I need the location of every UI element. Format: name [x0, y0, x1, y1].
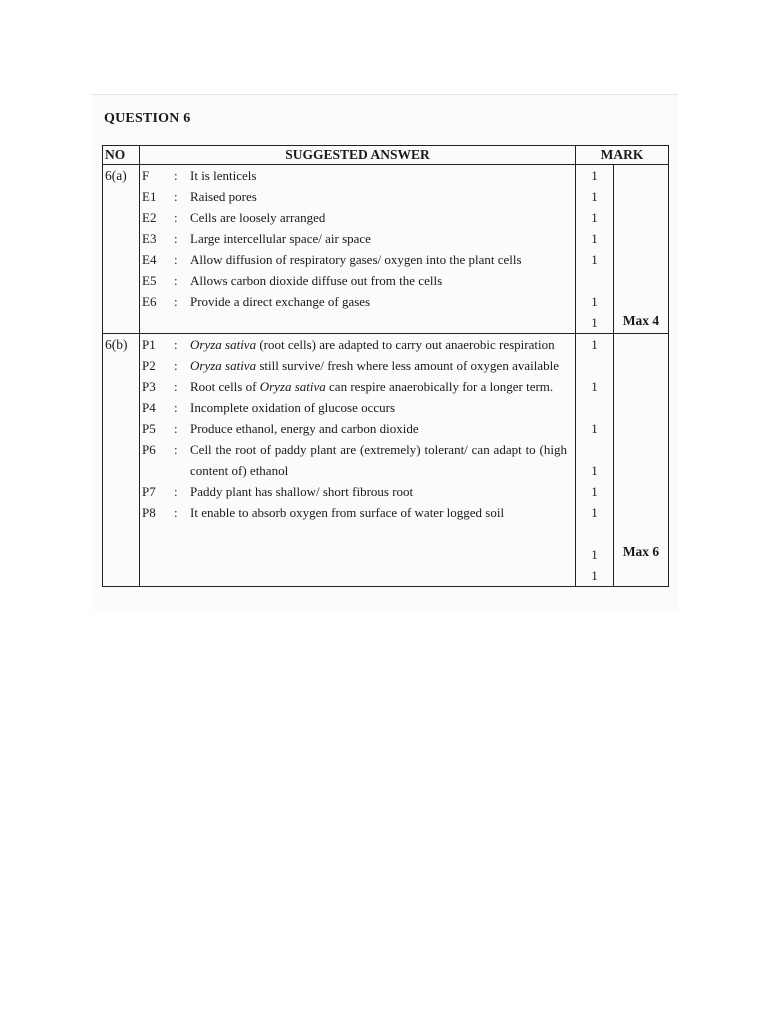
list-item: P3 : Root cells of Oryza sativa can respire anaerobically for a longer term.	[142, 376, 575, 397]
section-marks	[576, 334, 614, 587]
item-text: Allows carbon dioxide diffuse out from the cells	[190, 273, 443, 288]
list-item: E3 : Large intercellular space/ air space	[142, 228, 575, 249]
item-text: It enable to absorb oxygen from surface of water logged soil	[190, 505, 505, 520]
max-mark: Max 6	[614, 334, 669, 587]
item-text: Cells are loosely arranged	[190, 210, 326, 225]
section-number: 6(b)	[103, 334, 140, 587]
item-code: P2	[142, 358, 156, 373]
item-code: P8	[142, 505, 156, 520]
list-item: E1 : Raised pores	[142, 186, 575, 207]
list-item: P4 : Incomplete oxidation of glucose occurs	[142, 397, 575, 418]
list-item: P6 : Cell the root of paddy plant are (extremely) tolerant/ can adapt to (high content of) ethanol	[142, 439, 575, 481]
item-mark: 1	[591, 210, 598, 225]
item-mark: 1	[591, 547, 598, 562]
item-mark: 1	[591, 294, 598, 309]
list-item: P2 : Oryza sativa still survive/ fresh where less amount of oxygen available	[142, 355, 575, 376]
item-text: Root cells of Oryza sativa can respire anaerobically for a longer term.	[190, 379, 554, 394]
item-code: E2	[142, 210, 157, 225]
list-item: E5 : Allows carbon dioxide diffuse out from the cells	[142, 270, 575, 291]
item-text: Incomplete oxidation of glucose occurs	[190, 400, 396, 415]
item-code: P6	[142, 442, 156, 457]
list-item: E2 : Cells are loosely arranged	[142, 207, 575, 228]
header-suggested-answer: SUGGESTED ANSWER	[140, 146, 576, 165]
item-mark: 1	[591, 463, 598, 478]
item-mark: 1	[591, 337, 598, 352]
item-text: Produce ethanol, energy and carbon dioxide	[190, 421, 419, 436]
item-mark: 1	[591, 189, 598, 204]
item-text: Allow diffusion of respiratory gases/ oxygen into the plant cells	[190, 252, 522, 267]
item-code: E5	[142, 273, 157, 288]
item-code: P3	[142, 379, 156, 394]
item-code: F	[142, 168, 150, 183]
list-item: E6 : Provide a direct exchange of gases	[142, 291, 575, 312]
section-items	[140, 334, 576, 587]
list-item: F : It is lenticels	[142, 165, 575, 186]
answer-scheme-page	[91, 94, 678, 610]
section-row-6b	[103, 334, 669, 587]
item-mark: 1	[591, 168, 598, 183]
item-text: It is lenticels	[190, 168, 257, 183]
item-text: Paddy plant has shallow/ short fibrous root	[190, 484, 414, 499]
item-text: Provide a direct exchange of gases	[190, 294, 371, 309]
max-mark: Max 4	[614, 165, 669, 334]
section-marks	[576, 165, 614, 334]
section-items	[140, 165, 576, 334]
list-item: P5 : Produce ethanol, energy and carbon dioxide	[142, 418, 575, 439]
table-header-row	[103, 146, 669, 165]
item-code: P4	[142, 400, 156, 415]
section-number: 6(a)	[103, 165, 140, 334]
item-mark: 1	[591, 421, 598, 436]
item-code: E1	[142, 189, 157, 204]
item-text: Oryza sativa (root cells) are adapted to carry out anaerobic respiration	[190, 337, 555, 352]
header-no: NO	[103, 146, 140, 165]
item-code: P7	[142, 484, 156, 499]
marking-scheme-table	[102, 145, 669, 587]
item-text: Raised pores	[190, 189, 257, 204]
list-item: P1 : Oryza sativa (root cells) are adapted to carry out anaerobic respiration	[142, 334, 575, 355]
item-text: Large intercellular space/ air space	[190, 231, 371, 246]
list-item: E4 : Allow diffusion of respiratory gases/ oxygen into the plant cells	[142, 249, 575, 270]
list-item: P7 : Paddy plant has shallow/ short fibrous root	[142, 481, 575, 502]
item-text: Cell the root of paddy plant are (extremely) tolerant/ can adapt to (high content of) ethanol	[190, 442, 567, 478]
item-code: E4	[142, 252, 157, 267]
item-mark: 1	[591, 252, 598, 267]
item-code: P1	[142, 337, 156, 352]
item-text: Oryza sativa still survive/ fresh where less amount of oxygen available	[190, 358, 559, 373]
item-code: E3	[142, 231, 157, 246]
item-mark: 1	[591, 505, 598, 520]
section-row-6a	[103, 165, 669, 334]
list-item: P8 : It enable to absorb oxygen from surface of water logged soil	[142, 502, 575, 523]
item-mark: 1	[591, 379, 598, 394]
item-mark: 1	[591, 568, 598, 583]
header-mark: MARK	[576, 146, 669, 165]
item-mark: 1	[591, 231, 598, 246]
question-title: QUESTION 6	[104, 111, 191, 126]
item-mark: 1	[591, 315, 598, 330]
item-mark: 1	[591, 484, 598, 499]
item-code: E6	[142, 294, 157, 309]
item-code: P5	[142, 421, 156, 436]
